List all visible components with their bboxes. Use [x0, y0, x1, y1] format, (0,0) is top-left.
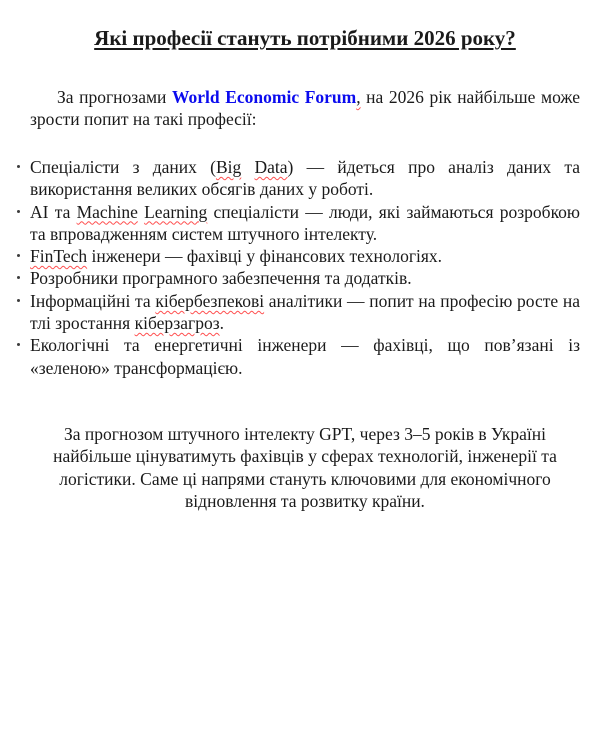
world-economic-forum-link[interactable]: World Economic Forum	[172, 87, 357, 107]
intro-comma: ,	[356, 87, 361, 107]
list-item-text: спеціалісти — люди, які займаються розробкою та впровадженням систем штучного інтелекту.	[30, 201, 581, 244]
list-item	[30, 334, 580, 379]
list-item-text: аналітики — попит на професію росте на тлі зростання	[30, 290, 580, 334]
misspelled-word: кібербезпекові	[155, 290, 265, 311]
intro-text-before-link: За прогнозами	[57, 87, 172, 107]
misspelled-word: Machine	[76, 201, 138, 222]
misspelled-word: Data	[254, 157, 288, 177]
misspelled-word: Big	[215, 157, 242, 177]
list-item-text	[241, 157, 254, 177]
bullet-list	[30, 156, 580, 379]
page-title: Які професії стануть потрібними 2026 року?	[94, 26, 516, 50]
list-item	[30, 290, 580, 335]
list-item-text: ) — йдеться про аналіз даних та використання великих обсягів даних у роботі.	[30, 157, 580, 200]
outro-paragraph: За прогнозом штучного інтелекту GPT, через 3–5 років в Україні найбільше цінуватимуть фахівців у сферах технологій, інженерії та логістики. Саме ці напрями стануть ключовими для економічного відновлення та розвитку країни.	[53, 423, 557, 511]
list-item-text: інженери — фахівці у фінансових технологіях.	[87, 246, 443, 267]
intro-text-after-link: на 2026 рік найбільше може зрости попит на такі професії:	[30, 87, 581, 129]
misspelled-word: Learning	[144, 201, 208, 222]
list-item	[30, 267, 580, 289]
list-item-text: Інформаційні та	[30, 290, 156, 311]
list-item-text: .	[219, 313, 225, 334]
list-item-text: Спеціалісти з даних (	[30, 157, 216, 177]
list-item-text: Розробники програмного забезпечення та додатків.	[30, 268, 412, 289]
list-item	[30, 156, 580, 201]
misspelled-word: FinTech	[30, 246, 88, 267]
list-item	[30, 201, 580, 246]
list-item-text: AI та	[30, 201, 77, 222]
misspelled-word: кіберзагроз	[134, 313, 220, 334]
list-item-text: Екологічні та енергетичні інженери — фахівці, що пов’язані із «зеленою» трансформацією.	[30, 335, 580, 378]
list-item	[30, 245, 580, 267]
intro-paragraph	[30, 86, 580, 130]
